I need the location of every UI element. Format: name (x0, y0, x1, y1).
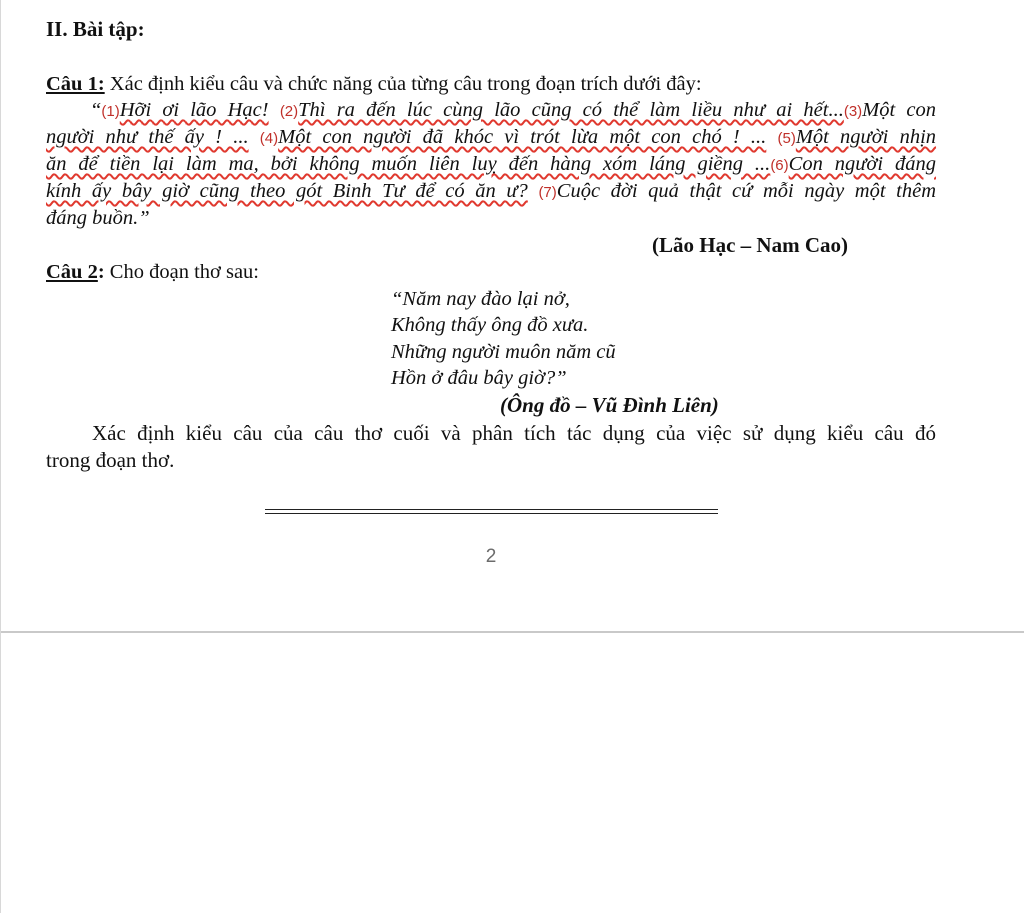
question-1-prompt: Xác định kiểu câu và chức năng của từng câu trong đoạn trích dưới đây: (109, 73, 702, 95)
question-2-label: Câu 2 (46, 261, 98, 283)
sentence-number: (3) (843, 103, 863, 120)
question-2-prompt: Cho đoạn thơ sau: (109, 261, 260, 283)
section-title (46, 16, 145, 42)
excerpt-sentence: ăn để tiền lại làm ma, bởi không muốn liên luỵ đến hàng xóm láng giềng ... (46, 153, 771, 175)
separator-line (265, 513, 718, 514)
poem-line-3: Những người muôn năm cũ (391, 341, 616, 363)
excerpt-sentence: kính ấy bây giờ cũng theo gót Binh Tư để có ăn ư? (46, 180, 528, 202)
sentence-number: (7) (538, 184, 557, 201)
question-2-heading: Câu 2: Cho đoạn thơ sau: (46, 261, 260, 283)
next-page (0, 633, 1024, 913)
sentence-number: (6) (770, 157, 789, 174)
excerpt-sentence: Cuộc đời quả thật cứ mỗi ngày một thêm (556, 180, 936, 202)
page-number: 2 (485, 546, 497, 567)
sentence-number: (1) (101, 103, 120, 120)
poem-line-4: Hồn ở đâu bây giờ?” (391, 367, 567, 389)
excerpt-line-1: “(1)Hỡi ơi lão Hạc! (2)Thì ra đến lúc cùng lão cũng có thể làm liều như ai hết...(3)Một con (90, 99, 936, 121)
question-2-task-line-1: Xác định kiểu câu của câu thơ cuối và phân tích tác dụng của việc sử dụng kiểu câu đó (92, 421, 936, 445)
separator-line (265, 509, 718, 510)
excerpt-sentence: người như thế ấy ! ... (46, 126, 249, 148)
page-left-border (0, 0, 1, 913)
excerpt-line-3 (46, 151, 936, 180)
sentence-number: (5) (777, 130, 796, 147)
excerpt-line-4 (46, 178, 936, 207)
sentence-number: (4) (259, 130, 279, 147)
poem-line-1: “Năm nay đào lại nở, (391, 288, 570, 310)
poem-line-2: Không thấy ông đồ xưa. (391, 314, 589, 336)
excerpt-sentence: Một con người đã khóc vì trót lừa một con chó ! ... (278, 126, 767, 148)
excerpt-sentence: Một người nhịn (795, 126, 937, 148)
excerpt-line-2 (46, 124, 936, 153)
question-2-task-line-2: trong đoạn thơ. (46, 448, 175, 472)
sentence-number: (2) (279, 103, 299, 120)
excerpt-line-5: đáng buồn.” (46, 207, 150, 229)
question-1-label: Câu 1: (46, 73, 105, 95)
question-1-heading (46, 71, 702, 97)
section-title-text: II. Bài tập: (46, 17, 145, 41)
excerpt-sentence: Hỡi ơi lão Hạc! (119, 99, 269, 121)
excerpt-sentence: Một con (862, 99, 936, 121)
question-1-source: (Lão Hạc – Nam Cao) (652, 233, 848, 257)
excerpt-sentence: Con người đáng (788, 153, 936, 175)
question-2-source: (Ông đồ – Vũ Đình Liên) (500, 393, 719, 417)
excerpt-sentence: Thì ra đến lúc cùng lão cũng có thể làm liều như ai hết... (298, 99, 844, 121)
